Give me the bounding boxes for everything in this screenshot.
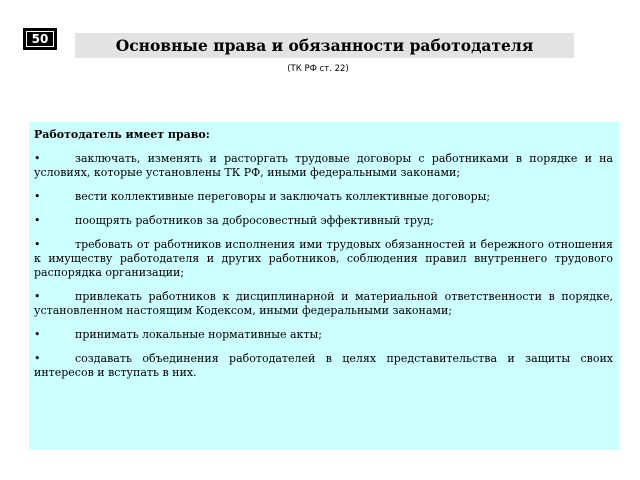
rights-item-text: заключать, изменять и расторгать трудовые договоры с работниками в порядке и на условиях, которые установлены ТК РФ, иными федеральными законами;	[34, 152, 613, 179]
rights-list-item	[34, 352, 613, 380]
rights-list-item	[34, 190, 613, 204]
rights-list-item	[34, 238, 613, 280]
employer-rights-box	[29, 122, 619, 450]
bullet-icon: •	[34, 190, 41, 203]
slide-number: 50	[26, 31, 54, 47]
rights-item-text: поощрять работников за добросовестный эффективный труд;	[75, 214, 434, 227]
rights-list-item	[34, 328, 613, 342]
rights-list-item	[34, 290, 613, 318]
rights-heading: Работодатель имеет право:	[34, 128, 210, 141]
rights-item-text: привлекать работников к дисциплинарной и материальной ответственности в порядке, установленном настоящим Кодексом, иными федеральными законами;	[34, 290, 613, 317]
bullet-icon: •	[34, 328, 41, 341]
rights-item-text: принимать локальные нормативные акты;	[75, 328, 322, 341]
rights-list-item	[34, 214, 613, 228]
rights-item-text: вести коллективные переговоры и заключать коллективные договоры;	[75, 190, 491, 203]
rights-list-item	[34, 152, 613, 180]
bullet-icon: •	[34, 214, 41, 227]
bullet-icon: •	[34, 152, 41, 165]
slide-number-badge	[23, 28, 57, 50]
bullet-icon: •	[34, 290, 41, 303]
title-bar	[75, 33, 574, 58]
source-note: (ТК РФ ст. 22)	[287, 64, 349, 74]
rights-item-text: требовать от работников исполнения ими трудовых обязанностей и бережного отношения к имуществу работодателя и других работников, соблюдения правил внутреннего трудового распорядка организации;	[34, 238, 613, 279]
page-title: Основные права и обязанности работодателя	[115, 36, 534, 55]
bullet-icon: •	[34, 352, 41, 365]
bullet-icon: •	[34, 238, 41, 251]
rights-item-text: создавать объединения работодателей в целях представительства и защиты своих интересов и вступать в них.	[34, 352, 613, 379]
